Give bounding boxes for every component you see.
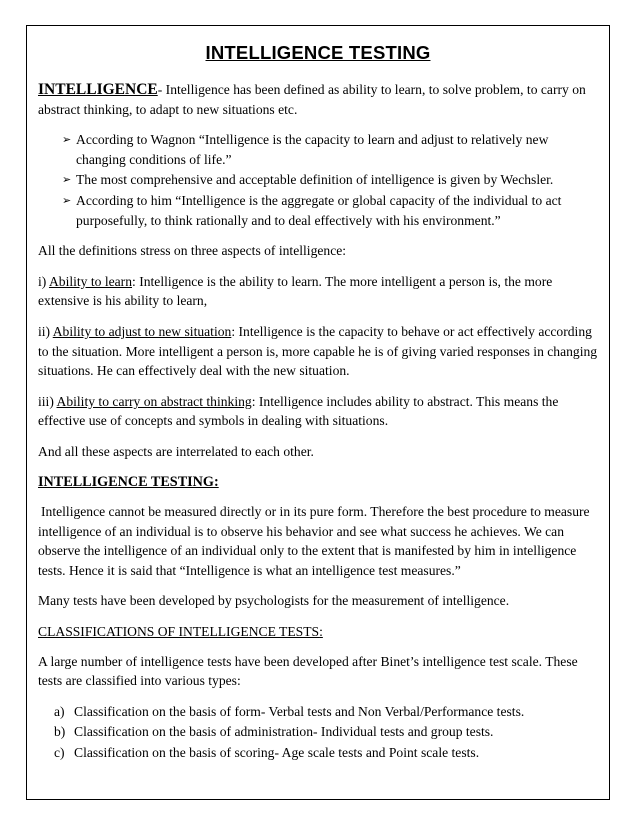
aspect-text: : Intelligence includes ability to abstract. This means the effective use of concepts and symbols in dealing with situations. (38, 393, 559, 429)
aspect-paragraph (38, 322, 598, 381)
aspect-text: : Intelligence is the capacity to behave or act effectively according to the situation. More intelligent a person is, more capable he is of giving varied responses in changing situations. He can effectively deal with the new situation. (38, 323, 598, 379)
list-item-text: Classification on the basis of form- Verbal tests and Non Verbal/Performance tests. (74, 703, 525, 719)
section-heading-classifications (38, 622, 598, 642)
intro-text: Intelligence has been defined as ability to learn, to solve problem, to carry on abstract thinking, to adapt to new situations etc. (38, 82, 586, 117)
aspects-intro: All the definitions stress on three aspects of intelligence: (38, 243, 347, 259)
list-item (54, 743, 598, 763)
aspect-number: i) (38, 273, 49, 289)
definition-list (38, 130, 598, 230)
aspect-label: Ability to adjust to new situation (52, 323, 232, 339)
intro-separator: - (157, 82, 163, 97)
aspect-number: iii) (38, 393, 57, 409)
list-marker: b) (54, 724, 66, 740)
intro-paragraph (38, 80, 598, 119)
classification-list (38, 702, 598, 763)
list-marker: c) (54, 745, 65, 761)
list-item (62, 130, 598, 169)
list-marker: a) (54, 703, 65, 719)
document-body (38, 42, 598, 764)
intro-term: INTELLIGENCE (38, 81, 158, 98)
list-item-text: According to him “Intelligence is the aggregate or global capacity of the individual to act purposefully, to think rationally and to deal effectively with his environment.” (76, 192, 562, 228)
arrow-bullet-icon: ➢ (62, 193, 72, 207)
aspect-label: Ability to learn (48, 273, 133, 289)
page-title: INTELLIGENCE TESTING (205, 42, 431, 63)
many-tests-paragraph: Many tests have been developed by psychologists for the measurement of intelligence. (38, 593, 510, 609)
list-item (62, 170, 598, 190)
classifications-heading-text: CLASSIFICATIONS OF INTELLIGENCE TESTS (38, 624, 320, 640)
list-item-text: Classification on the basis of administration- Individual tests and group tests. (74, 724, 494, 740)
interrelated-paragraph: And all these aspects are interrelated to each other. (38, 443, 314, 459)
arrow-bullet-icon: ➢ (62, 133, 72, 147)
section-heading-testing: INTELLIGENCE TESTING: (38, 473, 219, 490)
aspect-paragraph (38, 272, 598, 311)
arrow-bullet-icon: ➢ (62, 173, 72, 187)
classifications-intro: A large number of intelligence tests have been developed after Binet’s intelligence test scale. These tests are classified into various types: (38, 653, 578, 689)
aspect-number: ii) (38, 323, 53, 339)
aspect-label: Ability to carry on abstract thinking (56, 393, 252, 409)
list-item (54, 702, 598, 722)
testing-paragraph: Intelligence cannot be measured directly or in its pure form. Therefore the best procedure to measure intelligence of an individual is to observe his behavior and see what success he achieves. We can observe the intelligence of an individual only to the extent that is manifested by him in intelligence tests. Hence it is said that “Intelligence is what an intelligence test measures.” (38, 504, 590, 578)
aspect-text: : Intelligence is the ability to learn. The more intelligent a person is, the more extensive is his ability to learn, (38, 273, 553, 309)
list-item (62, 191, 598, 230)
list-item-text: Classification on the basis of scoring- Age scale tests and Point scale tests. (74, 745, 480, 761)
list-item-text: The most comprehensive and acceptable definition of intelligence is given by Wechsler. (76, 172, 554, 188)
list-item (54, 722, 598, 742)
list-item-text: According to Wagnon “Intelligence is the capacity to learn and adjust to relatively new changing conditions of life.” (76, 132, 549, 167)
aspect-paragraph (38, 392, 598, 431)
classifications-heading-colon: : (319, 624, 323, 640)
